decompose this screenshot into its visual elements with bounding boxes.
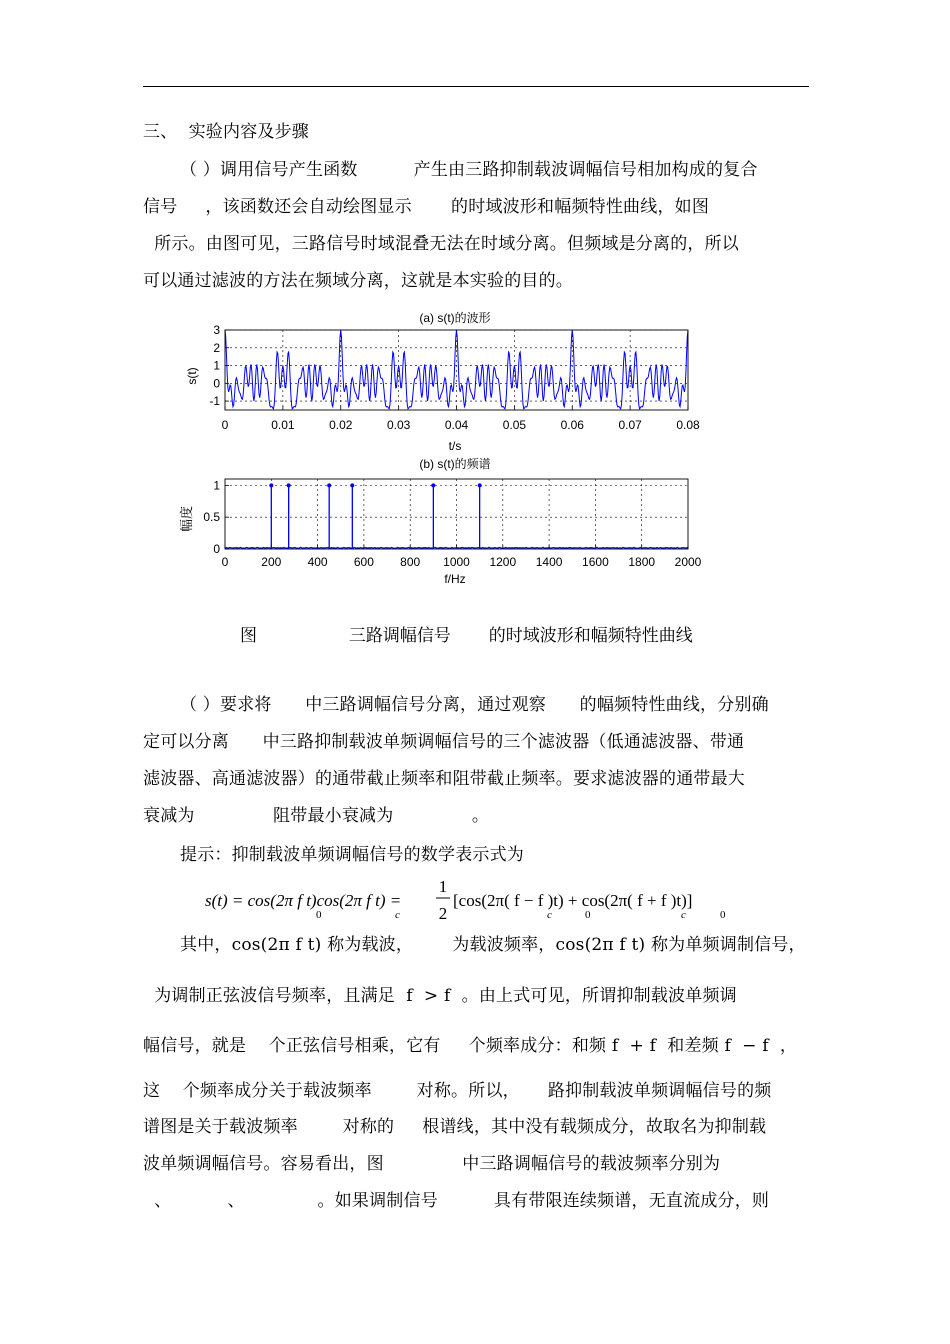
formula-sub-c2: c	[547, 909, 552, 921]
tick-label-y: 1	[213, 358, 220, 373]
plot-a-title: (a) s(t)的波形	[419, 311, 491, 325]
para2-line1: （ ）要求将 中三路调幅信号分离，通过观察 的幅频特性曲线，分别确	[180, 695, 769, 715]
para1-line2: 信号 ，该函数还会自动绘图显示 的时域波形和幅频特性曲线，如图	[143, 197, 710, 217]
spectrum-stem-marker	[287, 483, 291, 487]
para3-line7: 、 、 。如果调制信号 具有带限连续频谱，无直流成分，则	[143, 1191, 770, 1211]
noise-floor	[225, 547, 688, 548]
spectrum-stem-marker	[269, 483, 273, 487]
tick-label-x: 1400	[535, 555, 563, 569]
tick-label-y: -1	[209, 394, 220, 409]
para3-line6: 波单频调幅信号。容易看出，图 中三路调幅信号的载波频率分别为	[143, 1154, 721, 1174]
tick-label-x: 1000	[443, 555, 470, 569]
tick-label-x: 0	[221, 418, 229, 432]
spectrum-stem-marker	[350, 483, 354, 487]
tick-label-x: 2000	[674, 555, 702, 569]
tick-label-y: 0	[213, 542, 220, 556]
figure	[170, 304, 730, 589]
tick-label-y: 0.5	[203, 510, 220, 525]
formula-sub-c1: c	[395, 909, 400, 921]
tick-label-y: 3	[213, 323, 220, 337]
plot-b-title: (b) s(t)的频谱	[419, 457, 491, 471]
plot-a-xlabel: t/s	[448, 439, 462, 453]
formula-frac-num: 1	[438, 878, 448, 896]
formula-rhs: [cos(2π( f − f )t) + cos(2π( f + f )t)]	[453, 891, 693, 910]
formula-sub-0b: 0	[585, 909, 591, 921]
spectrum-stem-marker	[431, 483, 435, 487]
tick-label-x: 400	[307, 555, 328, 569]
tick-label-x: 200	[261, 555, 282, 569]
tick-label-x: 600	[353, 555, 374, 569]
formula-sub-0c: 0	[720, 909, 726, 921]
para1-line3: 所示。由图可见，三路信号时域混叠无法在时域分离。但频域是分离的，所以	[143, 234, 740, 254]
tick-label-x: 0.06	[560, 418, 584, 432]
spectrum-stem-marker	[327, 483, 331, 487]
hint-line: 提示：抑制载波单频调幅信号的数学表示式为	[180, 845, 524, 865]
tick-label-x: 0.08	[676, 418, 700, 432]
para3-line4: 这 个频率成分关于载波频率 对称。所以， 路抑制载波单频调幅信号的频	[143, 1081, 772, 1101]
spectrum-stem-marker	[478, 483, 482, 487]
tick-label-x: 1600	[582, 555, 609, 569]
para3-line3: 幅信号，就是 个正弦信号相乘，它有 个频率成分：和频 f + f 和差频 f − f ，	[143, 1036, 798, 1056]
tick-label-y: 1	[213, 478, 220, 493]
formula-sub-0a: 0	[316, 909, 322, 921]
tick-label-x: 800	[400, 555, 421, 569]
tick-label-y: 2	[213, 340, 220, 355]
plot-b-xlabel: f/Hz	[444, 572, 466, 586]
formula	[195, 878, 755, 928]
formula-sub-c3: c	[681, 909, 686, 921]
para3-line2: 为调制正弦波信号频率，且满足 f > f 。由上式可见，所谓抑制载波单频调	[143, 986, 737, 1006]
header-rule	[143, 86, 809, 87]
para2-line2: 定可以分离 中三路抑制载波单频调幅信号的三个滤波器（低通滤波器、带通	[143, 732, 745, 752]
tick-label-x: 0.07	[618, 418, 642, 432]
plot-b-ylabel: 幅度	[179, 505, 194, 533]
tick-label-x: 0	[221, 555, 229, 569]
plot-a-ylabel: s(t)	[185, 367, 199, 385]
formula-frac-den: 2	[438, 904, 448, 923]
para2-line3: 滤波器、高通滤波器）的通带截止频率和阻带截止频率。要求滤波器的通带最大	[143, 769, 745, 789]
para3-line5: 谱图是关于载波频率 对称的 根谱线，其中没有载频成分，故取名为抑制载	[143, 1117, 767, 1137]
formula-lhs: s(t) = cos(2π f t)cos(2π f t) =	[205, 891, 402, 910]
tick-label-y: 0	[213, 376, 220, 391]
tick-label-x: 0.05	[502, 418, 527, 432]
para3-line1: 其中，cos(2π f t) 称为载波， 为载波频率，cos(2π f t) 称为单频调制信号，	[180, 935, 806, 955]
time-domain-plot	[209, 323, 700, 432]
figure-caption: 图 三路调幅信号 的时域波形和幅频特性曲线	[240, 626, 693, 646]
tick-label-x: 0.04	[444, 418, 469, 432]
para2-line4: 衰减为 阻带最小衰减为 。	[143, 806, 490, 826]
spectrum-plot	[203, 478, 701, 569]
tick-label-x: 1800	[628, 555, 656, 569]
tick-label-x: 0.01	[271, 418, 295, 432]
tick-label-x: 1200	[489, 555, 517, 569]
tick-label-x: 0.03	[386, 418, 411, 432]
para1-line1: （ ）调用信号产生函数 产生由三路抑制载波调幅信号相加构成的复合	[180, 160, 758, 180]
tick-label-x: 0.02	[329, 418, 353, 432]
section-heading: 三、 实验内容及步骤	[143, 122, 310, 142]
para1-line4: 可以通过滤波的方法在频域分离，这就是本实验的目的。	[143, 271, 573, 291]
